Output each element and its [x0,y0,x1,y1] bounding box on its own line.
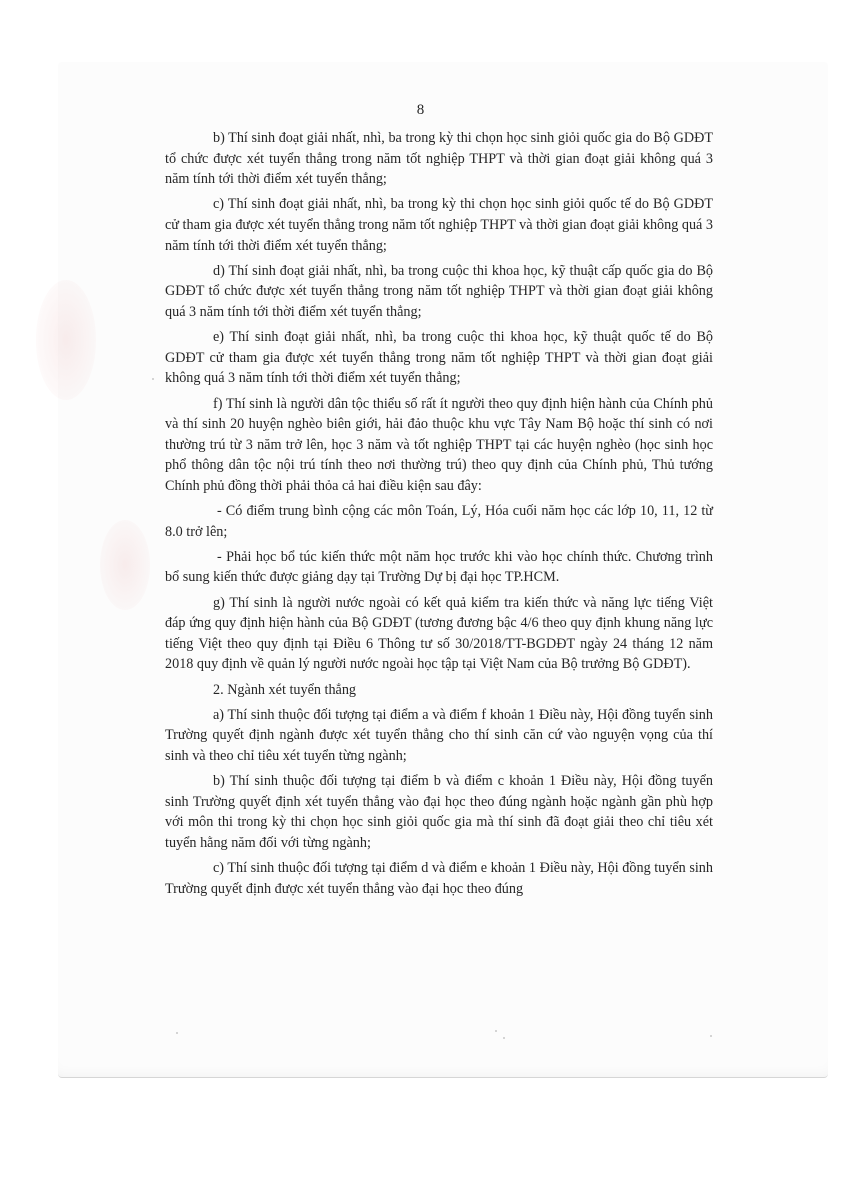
paragraph-1b: b) Thí sinh đoạt giải nhất, nhì, ba trong kỳ thi chọn học sinh giỏi quốc gia do Bộ GDĐT tổ chức được xét tuyển thẳng trong năm tốt nghiệp THPT và thời gian đoạt giải không quá 3 năm tính tới thời điểm xét tuyển thẳng; [165,130,713,188]
scan-speck [176,1032,178,1034]
dash-item-2: - Phải học bổ túc kiến thức một năm học trước khi vào học chính thức. Chương trình bổ sung kiến thức được giảng dạy tại Trường Dự bị đại học TP.HCM. [165,548,713,586]
paragraph-2c: c) Thí sinh thuộc đối tượng tại điểm d và điểm e khoản 1 Điều này, Hội đồng tuyển sinh Trường quyết định được xét tuyển thẳng vào đại học theo đúng [165,860,713,897]
page-number: 8 [416,102,425,118]
stamp-bleed-mark [36,280,96,400]
paragraph-2b: b) Thí sinh thuộc đối tượng tại điểm b và điểm c khoản 1 Điều này, Hội đồng tuyển sinh Trường quyết định xét tuyển thẳng vào đại học theo đúng ngành hoặc ngành gần phù hợp với môn thi trong kỳ thi chọn học sinh giỏi quốc gia mà thí sinh đã đoạt giải theo chỉ tiêu xét tuyển hằng năm đối với từng ngành; [165,773,713,851]
scan-speck [710,1035,712,1037]
scan-speck [152,378,154,380]
paragraph-2a: a) Thí sinh thuộc đối tượng tại điểm a và điểm f khoản 1 Điều này, Hội đồng tuyển sinh Trường quyết định ngành được xét tuyển thẳng cho thí sinh căn cứ vào nguyện vọng của thí sinh và theo chỉ tiêu xét tuyển từng ngành; [165,706,713,764]
document-body [165,128,713,904]
scan-speck [495,1030,497,1032]
paragraph-1f: f) Thí sinh là người dân tộc thiểu số rất ít người theo quy định hiện hành của Chính phủ và thí sinh 20 huyện nghèo biên giới, hải đảo thuộc khu vực Tây Nam Bộ hoặc thí sinh có nơi thường trú từ 3 năm trở lên, học 3 năm và tốt nghiệp THPT tại các huyện nghèo (học sinh học phổ thông dân tộc nội trú tính theo nơi thường trú) theo quy định của Chính phủ, Thủ tướng Chính phủ đồng thời phải thỏa cả hai điều kiện sau đây: [165,395,713,494]
paragraph-1e: e) Thí sinh đoạt giải nhất, nhì, ba trong cuộc thi khoa học, kỹ thuật quốc tế do Bộ GDĐT cử tham gia được xét tuyển thẳng trong năm tốt nghiệp THPT và thời gian đoạt giải không quá 3 năm tính tới thời điểm xét tuyển thẳng; [165,329,713,387]
stamp-bleed-mark [100,520,150,610]
section-heading-2: 2. Ngành xét tuyển thẳng [213,681,357,698]
dash-item-1: - Có điểm trung bình cộng các môn Toán, Lý, Hóa cuối năm học các lớp 10, 11, 12 từ 8.0 trở lên; [165,503,713,540]
scan-speck [503,1037,505,1039]
paragraph-1c: c) Thí sinh đoạt giải nhất, nhì, ba trong kỳ thi chọn học sinh giỏi quốc tế do Bộ GDĐT cử tham gia được xét tuyển thẳng trong năm tốt nghiệp THPT và thời gian đoạt giải không quá 3 năm tính tới thời điểm xét tuyển thẳng; [165,196,713,254]
paragraph-1g: g) Thí sinh là người nước ngoài có kết quả kiểm tra kiến thức và năng lực tiếng Việt đáp ứng quy định hiện hành của Bộ GDĐT (tương đương bậc 4/6 theo quy định khung năng lực tiếng Việt theo quy định tại Điều 6 Thông tư số 30/2018/TT-BGDĐT ngày 24 tháng 12 năm 2018 quy định về quản lý người nước ngoài học tập tại Việt Nam của Bộ trưởng Bộ GDĐT). [165,594,713,673]
paragraph-1d: d) Thí sinh đoạt giải nhất, nhì, ba trong cuộc thi khoa học, kỹ thuật cấp quốc gia do Bộ GDĐT tổ chức được xét tuyển thẳng trong năm tốt nghiệp THPT và thời gian đoạt giải không quá 3 năm tính tới thời điểm xét tuyển thẳng; [165,262,713,320]
